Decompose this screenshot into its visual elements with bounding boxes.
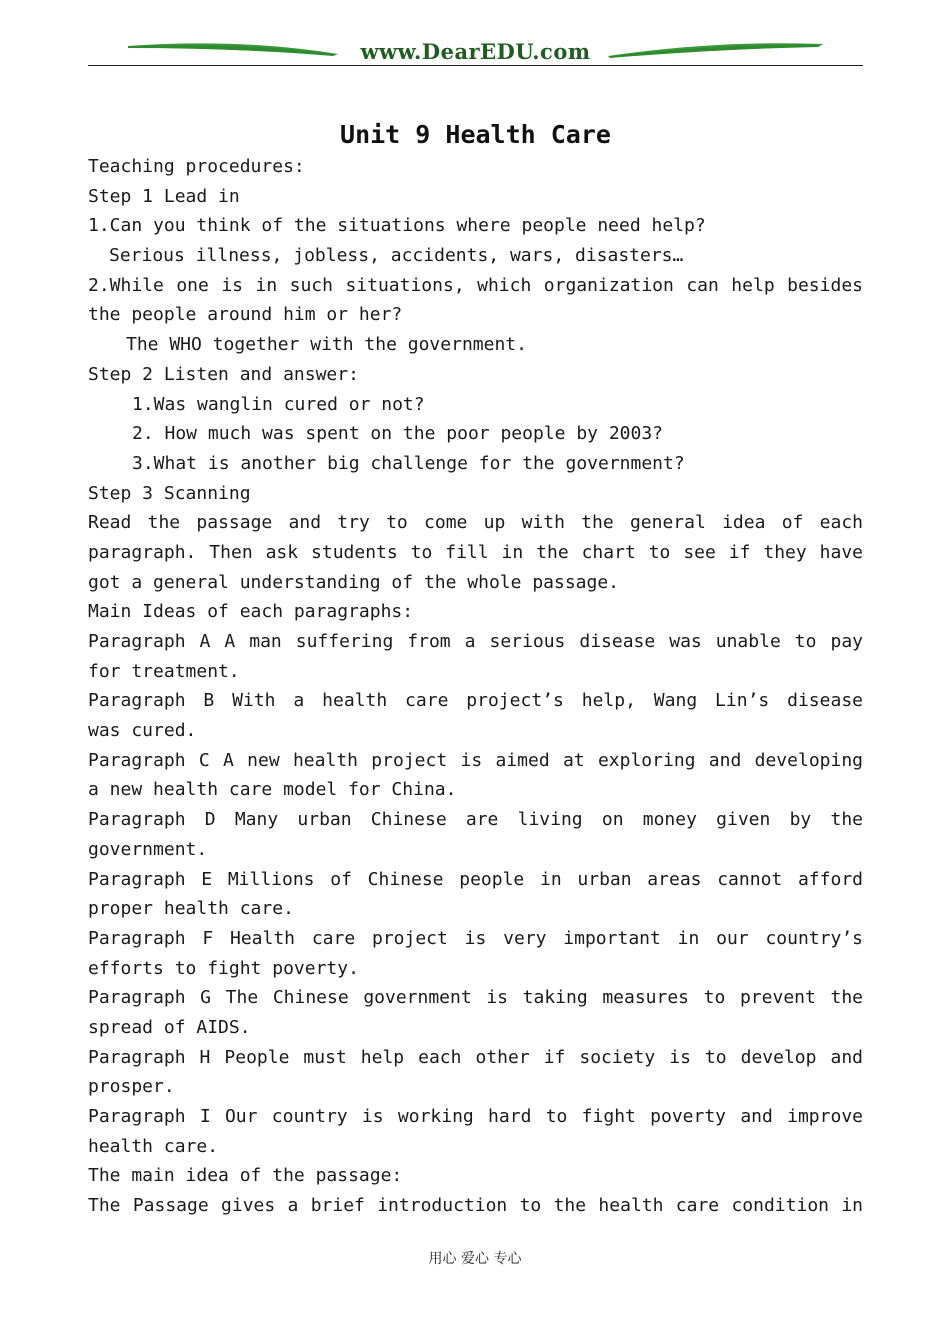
text-line: Main Ideas of each paragraphs:: [88, 601, 414, 623]
text-line: a new health care model for China.: [88, 779, 457, 801]
text-line: 2. How much was spent on the poor people by 2003?: [132, 423, 664, 445]
text-line: paragraph. Then ask students to fill in the chart to see if they have: [88, 541, 863, 563]
text-line: the people around him or her?: [88, 304, 403, 326]
text-line: efforts to fight poverty.: [88, 957, 359, 979]
text-line: Read the passage and try to come up with the general idea of each: [88, 512, 863, 534]
text-line: Step 1 Lead in: [88, 185, 240, 207]
text-line: health care.: [88, 1135, 219, 1157]
text-line: Serious illness, jobless, accidents, wars, disasters…: [109, 245, 684, 267]
text-line: spread of AIDS.: [88, 1016, 251, 1038]
text-line: prosper.: [88, 1076, 175, 1098]
text-line: Paragraph I Our country is working hard to fight poverty and improve: [88, 1106, 863, 1127]
text-line: 3.What is another big challenge for the government?: [132, 452, 685, 474]
text-line: Paragraph C A new health project is aimed at exploring and developing: [88, 749, 863, 771]
site-logo-text[interactable]: www.DearEDU.com: [360, 39, 591, 64]
document-body: [88, 152, 863, 1221]
text-line: Paragraph E Millions of Chinese people in urban areas cannot afford: [88, 868, 863, 890]
text-line: Paragraph B With a health care project’s help, Wang Lin’s disease: [88, 690, 863, 712]
text-line: proper health care.: [88, 898, 294, 920]
text-line: government.: [88, 838, 208, 860]
text-line: Paragraph A A man suffering from a serious disease was unable to pay: [88, 631, 863, 652]
text-line: Paragraph F Health care project is very important in our country’s: [88, 927, 863, 949]
text-line: The WHO together with the government.: [126, 334, 527, 356]
text-line: Paragraph G The Chinese government is taking measures to prevent the: [88, 987, 863, 1009]
text-line: The main idea of the passage:: [88, 1165, 403, 1187]
text-line: for treatment.: [88, 660, 240, 682]
text-line: was cured.: [88, 720, 197, 742]
text-line: Teaching procedures:: [88, 156, 305, 177]
text-line: 1.Was wanglin cured or not?: [132, 393, 425, 415]
page-title: Unit 9 Health Care: [340, 120, 611, 149]
text-line: 1.Can you think of the situations where people need help?: [88, 215, 706, 237]
text-line: Paragraph D Many urban Chinese are living on money given by the: [88, 809, 863, 831]
text-line: got a general understanding of the whole passage.: [88, 571, 620, 593]
text-line: Paragraph H People must help each other if society is to develop and: [88, 1046, 863, 1068]
text-line: Step 3 Scanning: [88, 482, 251, 504]
text-line: 2.While one is in such situations, which organization can help besides: [88, 274, 863, 296]
page-footer: 用心 爱心 专心: [428, 1251, 522, 1267]
header-rule: [88, 65, 863, 66]
text-line: Step 2 Listen and answer:: [88, 363, 359, 385]
text-line: The Passage gives a brief introduction to the health care condition in: [88, 1195, 863, 1217]
site-header: [88, 36, 863, 68]
